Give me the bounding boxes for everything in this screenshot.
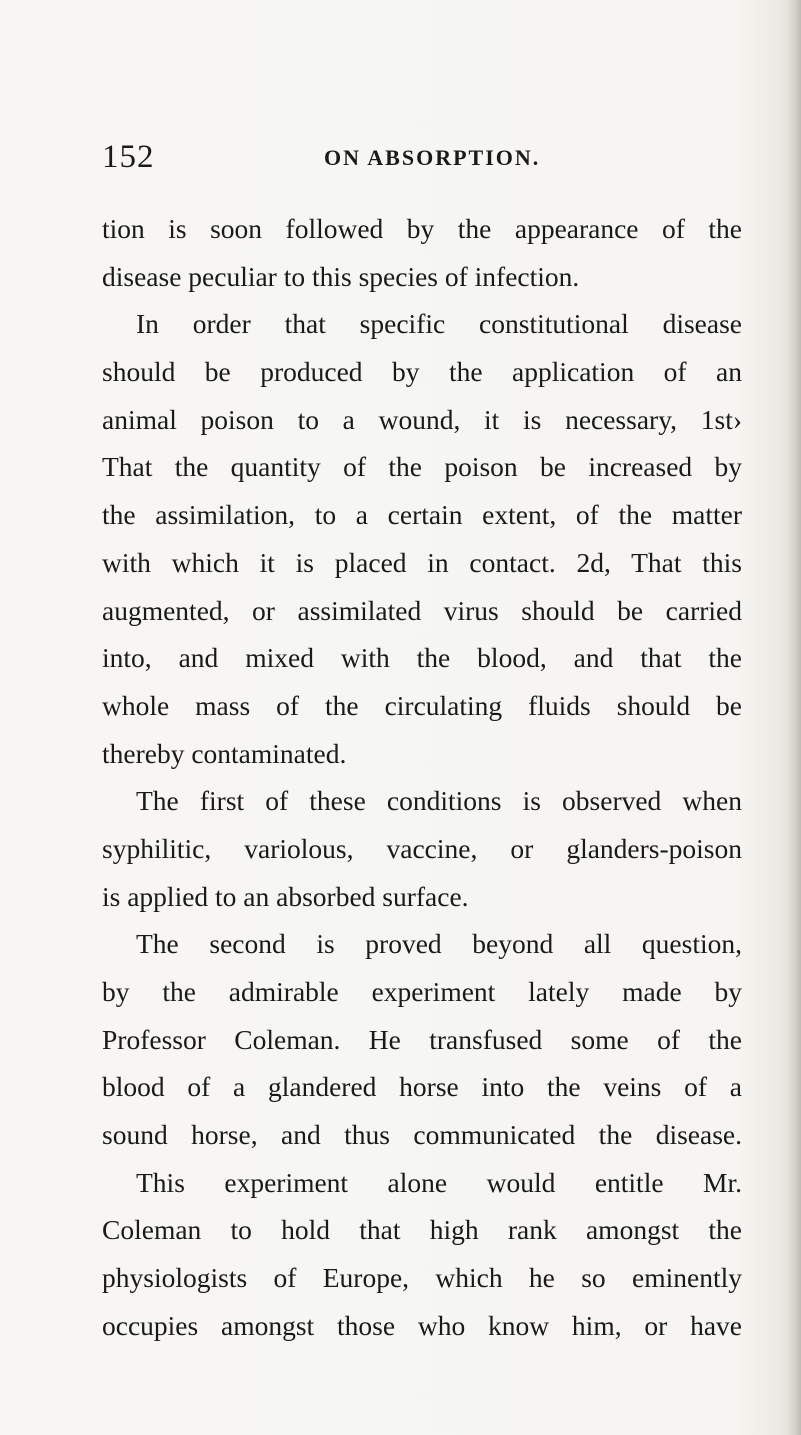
text-line: animal poison to a wound, it is necessary, 1st›	[102, 403, 742, 435]
text-line: That the quantity of the poison be increased by	[102, 451, 742, 483]
text-line: The first of these conditions is observed when	[136, 785, 742, 817]
text-line: tion is soon followed by the appearance of the	[102, 213, 742, 244]
text-line: Coleman to hold that high rank amongst the	[102, 1214, 742, 1246]
text-line: augmented, or assimilated virus should be carried	[102, 594, 742, 626]
text-line: This experiment alone would entitle Mr.	[136, 1166, 742, 1198]
body-text	[102, 205, 742, 1350]
page-edge-shadow	[787, 0, 801, 1435]
text-line: by the admirable experiment lately made by	[102, 976, 742, 1007]
text-line: should be produced by the application of an	[102, 356, 742, 388]
page-header	[102, 137, 712, 181]
text-line: In order that specific constitutional disease	[136, 308, 742, 340]
text-line: whole mass of the circulating fluids should be	[102, 689, 742, 721]
text-line: with which it is placed in contact. 2d, That this	[102, 546, 742, 578]
text-line: the assimilation, to a certain extent, of the matter	[102, 499, 742, 531]
text-line: The second is proved beyond all question,	[136, 928, 742, 960]
text-line: blood of a glandered horse into the veins of a	[102, 1071, 742, 1103]
text-line: sound horse, and thus communicated the disease.	[102, 1119, 742, 1151]
page-number: 152	[102, 139, 155, 175]
text-line: is applied to an absorbed surface.	[102, 880, 469, 912]
text-line: occupies amongst those who know him, or have	[102, 1309, 742, 1341]
text-line: Professor Coleman. He transfused some of the	[102, 1023, 742, 1055]
running-head: ON ABSORPTION.	[324, 145, 541, 170]
text-line: thereby contaminated.	[102, 737, 347, 769]
text-line: physiologists of Europe, which he so eminently	[102, 1262, 742, 1294]
text-line: into, and mixed with the blood, and that the	[102, 642, 742, 674]
text-line: disease peculiar to this species of infection.	[102, 260, 580, 292]
text-line: syphilitic, variolous, vaccine, or glanders-poison	[102, 832, 742, 864]
